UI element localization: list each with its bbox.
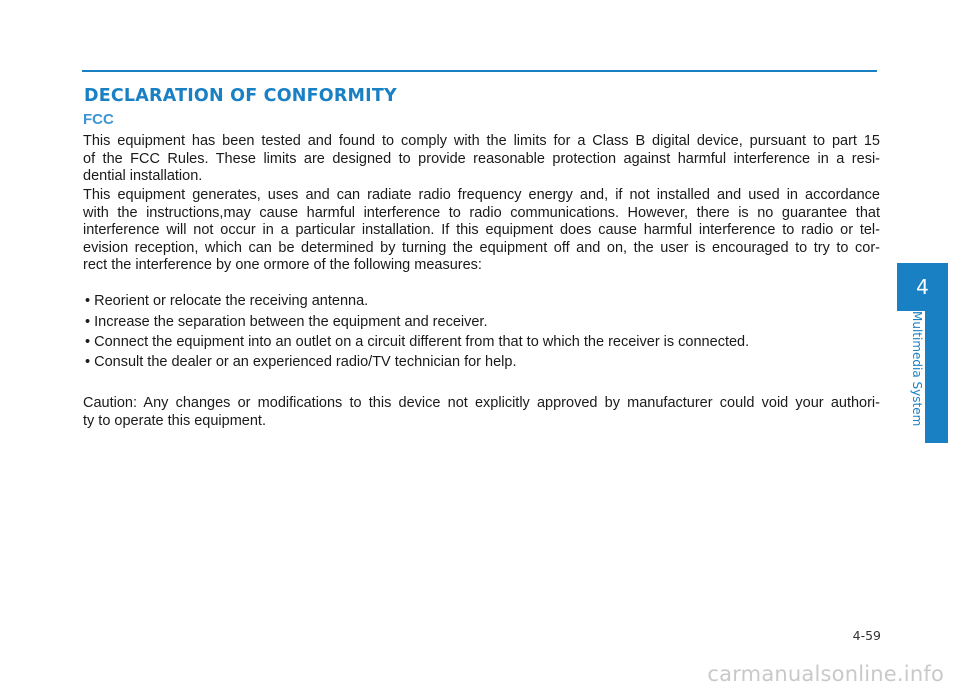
- chapter-tab: [897, 263, 948, 311]
- bullet-item: • Increase the separation between the equipment and receiver.: [85, 314, 488, 330]
- paragraph-2: [83, 187, 880, 275]
- page-number: 4-59: [852, 628, 881, 643]
- paragraph-line: interference will not occur in a particular installation. If this equipment does cause harmful interference to radio or tel-: [83, 222, 880, 238]
- caution-line: Caution: Any changes or modifications to this device not explicitly approved by manufacturer could void your authori-: [83, 395, 880, 411]
- paragraph-line: with the instructions,may cause harmful interference to radio communications. However, there is no guarantee that: [83, 204, 880, 221]
- top-divider: [82, 70, 877, 72]
- chapter-label: Multimedia System: [910, 311, 924, 427]
- section-title: DECLARATION OF CONFORMITY: [84, 86, 397, 106]
- paragraph-line: This equipment has been tested and found to comply with the limits for a Class B digital device, pursuant to part 15: [83, 133, 880, 149]
- paragraph-line: dential installation.: [83, 168, 203, 184]
- chapter-number: 4: [916, 275, 929, 299]
- watermark: carmanualsonline.info: [707, 662, 944, 686]
- paragraph-line: This equipment generates, uses and can radiate radio frequency energy and, if not installed and used in accordance: [83, 187, 880, 203]
- caution-paragraph: [83, 395, 880, 430]
- paragraph-1: [83, 133, 880, 186]
- subsection-title: FCC: [83, 111, 114, 128]
- bullet-item: • Connect the equipment into an outlet on a circuit different from that to which the receiver is connected.: [85, 334, 750, 350]
- caution-line: ty to operate this equipment.: [83, 412, 266, 429]
- bullet-item: • Consult the dealer or an experienced radio/TV technician for help.: [85, 354, 517, 370]
- bullet-item: • Reorient or relocate the receiving antenna.: [85, 293, 369, 309]
- paragraph-line: rect the interference by one ormore of the following measures:: [83, 257, 482, 273]
- paragraph-line: of the FCC Rules. These limits are designed to provide reasonable protection against harmful interference in a resi-: [83, 150, 880, 167]
- paragraph-line: evision reception, which can be determined by turning the equipment off and on, the user is encouraged to try to cor-: [83, 239, 880, 256]
